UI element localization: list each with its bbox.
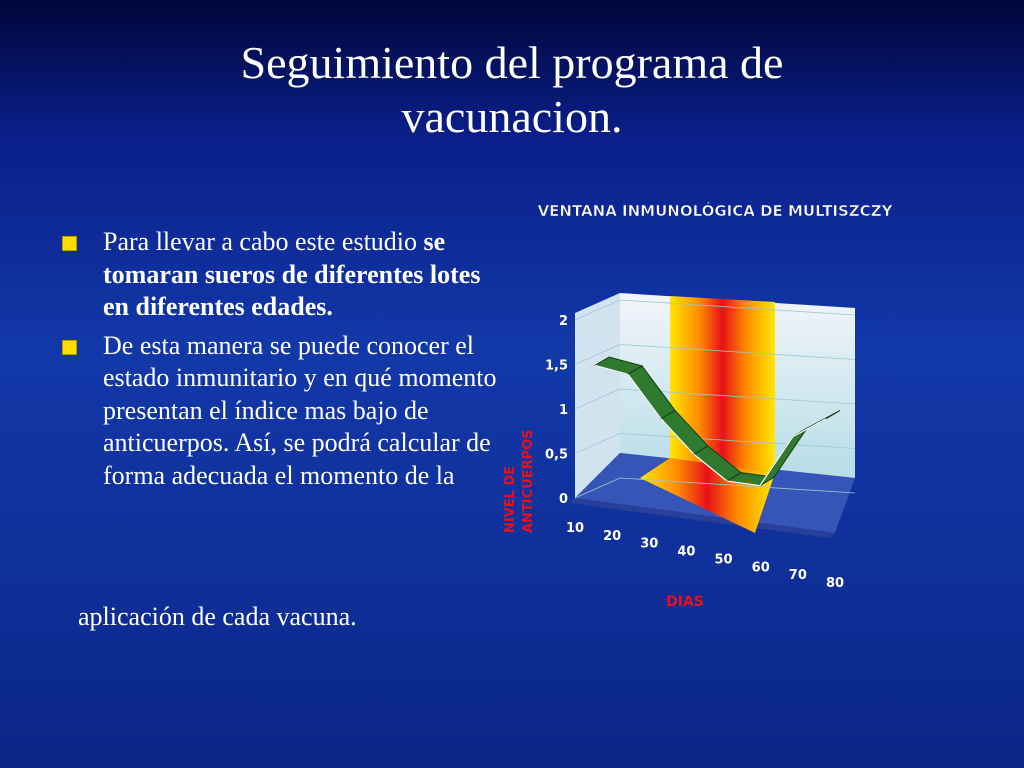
y-tick-label: 1,5 — [544, 358, 568, 374]
x-tick-label: 10 — [565, 521, 585, 536]
slide-title: Seguimiento del programa de vacunacion. — [240, 37, 784, 142]
y-tick-label: 0,5 — [544, 447, 568, 463]
bullet-item — [62, 226, 502, 324]
x-tick-label: 30 — [640, 536, 659, 552]
x-tick-label: 40 — [677, 544, 696, 560]
chart-y-label-line2: ANTICUERPOS — [521, 429, 536, 533]
y-tick-label: 2 — [558, 314, 568, 329]
x-tick-label: 70 — [788, 568, 807, 584]
bullet-list — [62, 226, 502, 498]
chart-y-axis — [545, 314, 568, 507]
y-tick-label: 0 — [558, 492, 568, 507]
y-tick-label: 1 — [558, 403, 568, 418]
chart-y-label-line1: NIVEL DE — [503, 465, 518, 533]
square-bullet-icon — [62, 340, 77, 355]
x-tick-label: 20 — [603, 528, 622, 544]
bullet-plain-text: Para llevar a cabo este estudio — [103, 227, 424, 256]
chart — [500, 188, 900, 618]
chart-svg — [500, 188, 900, 618]
x-tick-label: 60 — [751, 560, 770, 576]
chart-x-label: DIAS — [666, 594, 704, 610]
bullet-bold-text: se tomaran sueros de diferentes lotes en diferentes edades. — [103, 227, 481, 321]
bullet-text: De esta manera se puede conocer el estado inmunitario y en qué momento presentan el índice mas bajo de anticuerpos. Así, se podrá calcular de forma adecuada el momento de la — [103, 330, 497, 490]
x-tick-label: 80 — [825, 576, 845, 591]
x-tick-label: 50 — [714, 552, 733, 568]
bullet-item — [62, 330, 502, 493]
chart-title: VENTANA INMUNOLÓGICA DE MULTISZCZY — [537, 202, 893, 220]
bullet-continuation: aplicación de cada vacuna. — [78, 602, 357, 631]
bullet-text — [103, 226, 502, 324]
square-bullet-icon — [62, 236, 77, 251]
